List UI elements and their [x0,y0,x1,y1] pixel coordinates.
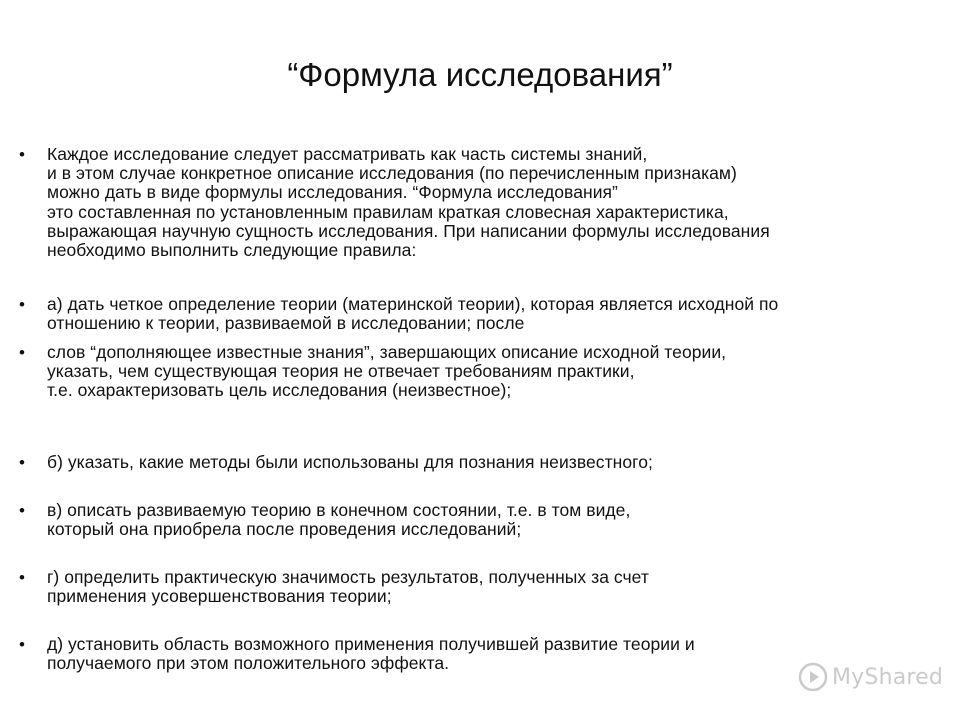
watermark-text: MyShared [832,664,944,690]
slide-title: “Формула исследования” [287,56,673,93]
myshared-logo-icon [798,662,828,692]
list-item-text: а) дать четкое определение теории (материнской теории), которая является исходной по отношению к теории, развиваемой в исследовании; после [47,294,779,334]
bullet-marker: • [19,501,25,520]
list-item-text: д) установить область возможного применения получившей развитие теории и получаемого при этом положительного эффекта. [47,634,695,674]
list-item-text: слов “дополняющее известные знания”, завершающих описание исходной теории, указать, чем существующая теория не отвечает требованиям практики, т.е. охарактеризовать цель исследования (неизвестное); [47,342,727,401]
bullet-marker: • [19,295,25,314]
list-item-text: б) указать, какие методы были использованы для познания неизвестного; [47,452,653,472]
bullet-marker: • [19,145,25,164]
list-item-text: г) определить практическую значимость результатов, полученных за счет применения усовершенствования теории; [47,567,649,607]
bullet-marker: • [19,568,25,587]
bullet-marker: • [19,453,25,472]
watermark [798,660,943,694]
list-item-text: в) описать развиваемую теорию в конечном состоянии, т.е. в том виде, который она приобрела после проведения исследований; [47,500,631,540]
list-item-text: Каждое исследование следует рассматривать как часть системы знаний, и в этом случае конкретное описание исследования (по перечисленным признакам) можно дать в виде формулы исследования. “Формула исследования” это составленная по установленным правилам краткая словесная характеристика, выражающая научную сущность исследования. При написании формулы исследования необходимо выполнить следующие правила: [47,144,770,261]
bullet-marker: • [19,635,25,654]
bullet-marker: • [19,343,25,362]
